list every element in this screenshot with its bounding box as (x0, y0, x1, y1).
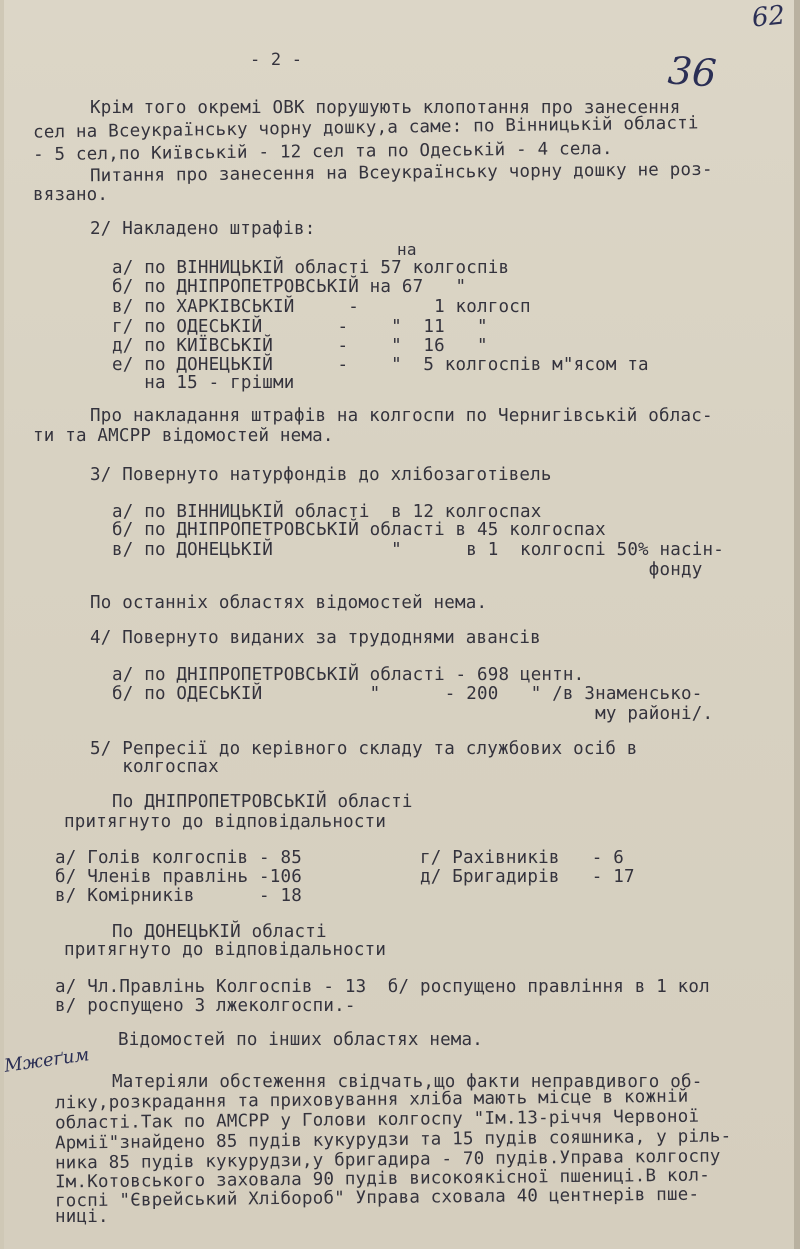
donetsk-region-heading: По ДОНЕЦЬКІЙ області (112, 922, 327, 942)
intro-line-1: Крім того окремі ОВК порушують клопотання про занесення (90, 98, 681, 118)
page-right-edge (794, 0, 800, 1249)
section4-item-a: а/ по ДНІПРОПЕТРОВСЬКІЙ області - 698 центн. (112, 665, 585, 685)
closing-line-7: госпі "Єврейський Хлібороб" Управа сховала 40 центнерів пше- (54, 1184, 700, 1212)
section2-item-e: е/ по ДОНЕЦЬКІЙ - " 5 колгоспів м"ясом та (112, 355, 649, 375)
dnipro-item-b: б/ Членів правлінь -106 (55, 867, 302, 887)
section5-heading-line-2: колгоспах (90, 757, 219, 777)
dnipro-item-a: а/ Голів колгоспів - 85 (55, 848, 302, 868)
page-number: - 2 - (250, 50, 303, 70)
section3-note: По останніх областях відомостей нема. (90, 593, 488, 613)
section2-note-na: на (397, 240, 417, 259)
section2-note-line-1: Про накладання штрафів на колгоспи по Чернигівській облас- (90, 406, 713, 426)
intro-line-4: Питання про занесення на Всеукраїнську чорну дошку не роз- (89, 159, 713, 187)
section3-item-v-cont: фонду (112, 560, 703, 580)
section2-item-d: д/ по КИЇВСЬКІЙ - " 16 " (112, 336, 488, 356)
intro-line-2: сел на Всеукраїнську чорну дошку,а саме: по Вінницькій області (32, 113, 699, 143)
dnipro-item-g: г/ Рахівників - 6 (420, 848, 624, 868)
archive-folio-number-old: 62 (750, 0, 787, 34)
section3-item-a: а/ по ВІННИЦЬКІЙ області в 12 колгоспах (112, 502, 542, 522)
closing-line-2: ліку,розкрадання та приховування хліба мають місце в кожній (54, 1086, 689, 1114)
section3-item-b: б/ по ДНІПРОПЕТРОВСЬКІЙ області в 45 колгоспах (112, 520, 606, 540)
margin-handwritten-note: Мжеґим (2, 1044, 91, 1077)
donetsk-item-v: в/ роспущено 3 лжеколгоспи.- (55, 996, 356, 1016)
dnipro-item-v: в/ Комірників - 18 (55, 886, 302, 906)
section5-heading-line-1: 5/ Репресії до керівного складу та службових осіб в (90, 739, 638, 759)
donetsk-item-a-b: а/ Чл.Правлінь Колгоспів - 13 б/ роспущено правління в 1 кол (55, 977, 710, 997)
intro-line-3: - 5 сел,по Київській - 12 сел та по Одеській - 4 села. (32, 138, 613, 166)
section4-item-b-cont: му районі/. (112, 704, 714, 724)
section2-item-b: б/ по ДНІПРОПЕТРОВСЬКІЙ на 67 " (112, 277, 467, 297)
donetsk-responsibility-heading: притягнуто до відповідальности (64, 940, 387, 960)
closing-line-6: Ім.Котовського заховала 90 пудів високоякісної пшениці.В кол- (54, 1165, 710, 1193)
closing-line-8: ниці. (55, 1207, 109, 1227)
intro-line-5: вязано. (33, 185, 109, 205)
section3-heading: 3/ Повернуто натурфондів до хлібозаготівель (90, 465, 552, 485)
dnipro-responsibility-heading: притягнуто до відповідальности (64, 812, 387, 832)
section4-item-b: б/ по ОДЕСЬКІЙ " - 200 " /в Знаменсько- (112, 684, 703, 704)
closing-line-5: ника 85 пудів кукурудзи,у бригадира - 70 пудів.Управа колгоспу (54, 1146, 721, 1174)
section2-item-v: в/ по ХАРКІВСЬКІЙ - 1 колгосп (112, 297, 531, 317)
closing-line-3: області.Так по АМСРР у Голови колгоспу "Ім.13-річчя Червоної (54, 1106, 700, 1134)
closing-line-4: Армії"знайдено 85 пудів кукурудзи та 15 пудів сояшника, у ріль- (54, 1126, 732, 1154)
section2-item-g: г/ по ОДЕСЬКІЙ - " 11 " (112, 317, 488, 337)
archive-folio-number: 36 (666, 48, 718, 96)
dnipro-item-d: д/ Бригадирів - 17 (420, 867, 635, 887)
section2-heading: 2/ Накладено штрафів: (90, 219, 316, 239)
section4-heading: 4/ Повернуто виданих за трудоднями авансів (90, 628, 541, 648)
section3-item-v: в/ по ДОНЕЦЬКІЙ " в 1 колгоспі 50% насін- (112, 540, 724, 560)
section5-note: Відомостей по інших областях нема. (118, 1030, 484, 1050)
dnipro-region-heading: По ДНІПРОПЕТРОВСЬКІЙ області (112, 792, 413, 812)
closing-line-1: Матеріяли обстеження свідчать,що факти неправдивого об- (112, 1072, 703, 1092)
section2-item-a: а/ по ВІННИЦЬКІЙ області 57 колгоспів (112, 258, 510, 278)
section2-item-e-cont: на 15 - грішми (112, 373, 295, 393)
section2-note-line-2: ти та АМСРР відомостей нема. (33, 426, 334, 446)
